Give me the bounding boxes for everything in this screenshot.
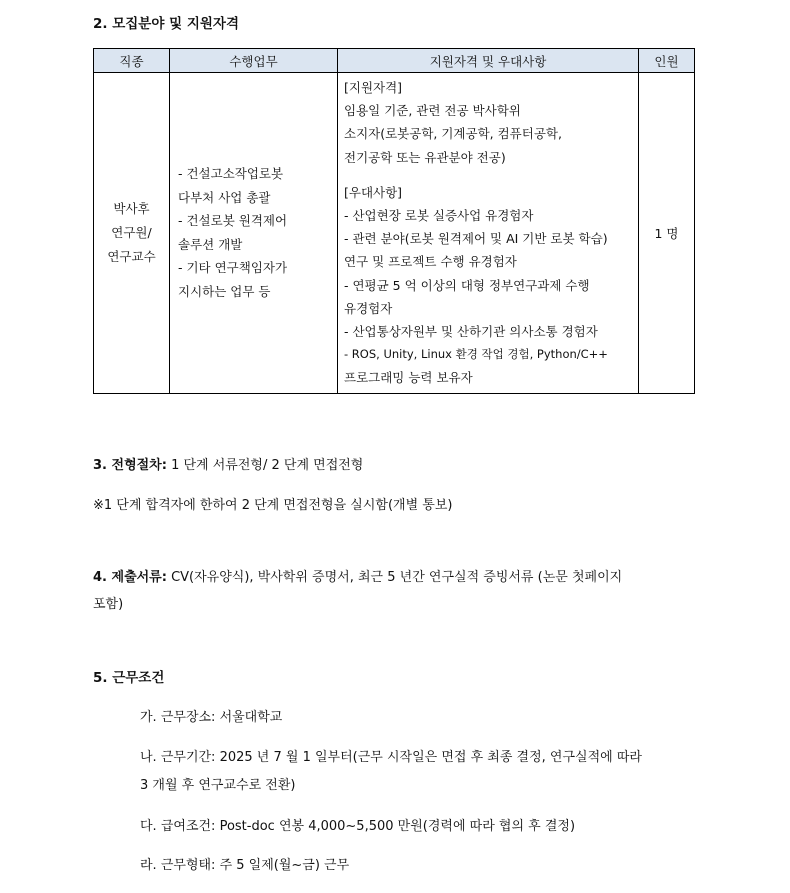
duty-line: 다부처 사업 총괄 bbox=[178, 189, 271, 205]
salary-conditions: 다. 급여조건: Post-doc 연봉 4,000~5,500 만원(경력에 따라 협의 후 결정) bbox=[140, 819, 576, 834]
preference-line: - 관련 분야(로봇 원격제어 및 AI 기반 로봇 학습) bbox=[344, 231, 608, 247]
work-location: 가. 근무장소: 서울대학교 bbox=[140, 710, 283, 725]
preference-line: - ROS, Unity, Linux 환경 작업 경험, Python/C++ bbox=[344, 347, 608, 362]
duty-line: - 건설로봇 원격제어 bbox=[178, 213, 288, 229]
preference-line: [우대사항] bbox=[344, 184, 403, 200]
preference-line: 연구 및 프로젝트 수행 유경험자 bbox=[344, 254, 517, 270]
duty-line: 지시하는 업무 등 bbox=[178, 283, 271, 299]
job-line: 연구원/ bbox=[111, 224, 152, 240]
work-period-cont: 3 개월 후 연구교수로 전환) bbox=[140, 778, 296, 793]
spacer bbox=[344, 169, 634, 181]
qualifications-cell bbox=[338, 73, 639, 394]
work-period: 나. 근무기간: 2025 년 7 월 1 일부터(근무 시작일은 면접 후 최종 결정, 연구실적에 따라 bbox=[140, 750, 642, 765]
section-4-line bbox=[93, 565, 622, 591]
duty-line: - 기타 연구책임자가 bbox=[178, 260, 288, 276]
preference-line: - 연평균 5 억 이상의 대형 정부연구과제 수행 bbox=[344, 277, 590, 293]
section-4-text-cont: 포함) bbox=[93, 597, 124, 612]
section-5-title: 5. 근무조건 bbox=[93, 670, 165, 686]
section-2-title: 2. 모집분야 및 지원자격 bbox=[93, 16, 239, 32]
preference-line: 프로그래밍 능력 보유자 bbox=[344, 370, 473, 386]
qualification-line: 소지자(로봇공학, 기계공학, 컴퓨터공학, bbox=[344, 126, 562, 142]
table-header-row bbox=[94, 49, 695, 73]
job-line: 박사후 bbox=[113, 200, 150, 216]
recruitment-table bbox=[93, 48, 695, 394]
qualification-line: 임용일 기준, 관련 전공 박사학위 bbox=[344, 103, 521, 119]
job-line: 연구교수 bbox=[107, 248, 156, 264]
section-3-note: ※1 단계 합격자에 한하여 2 단계 면접전형을 실시함(개별 통보) bbox=[93, 498, 453, 513]
job-cell bbox=[94, 73, 170, 394]
section-3-label: 3. 전형절차: bbox=[93, 458, 167, 473]
work-schedule: 라. 근무형태: 주 5 일제(월~금) 근무 bbox=[140, 858, 350, 873]
preference-line: - 산업현장 로봇 실증사업 유경험자 bbox=[344, 208, 534, 224]
section-4-text: CV(자유양식), 박사학위 증명서, 최근 5 년간 연구실적 증빙서류 (논문 첫페이지 bbox=[166, 570, 623, 585]
header-duties: 수행업무 bbox=[170, 49, 338, 73]
section-3-text: 1 단계 서류전형/ 2 단계 면접전형 bbox=[166, 458, 364, 473]
duty-line: - 건설고소작업로봇 bbox=[178, 166, 284, 182]
section-3-line bbox=[93, 453, 363, 479]
header-job: 직종 bbox=[94, 49, 170, 73]
table-row bbox=[94, 73, 695, 394]
header-count: 인원 bbox=[639, 49, 695, 73]
section-4-label: 4. 제출서류: bbox=[93, 570, 167, 585]
preference-line: - 산업통상자원부 및 산하기관 의사소통 경험자 bbox=[344, 324, 598, 340]
qualification-line: [지원자격] bbox=[344, 80, 403, 95]
count-cell: 1 명 bbox=[639, 73, 695, 394]
preference-line: 유경험자 bbox=[344, 300, 393, 316]
duties-cell bbox=[170, 73, 338, 394]
qualification-line: 전기공학 또는 유관분야 전공) bbox=[344, 149, 506, 165]
duty-line: 솔루션 개발 bbox=[178, 236, 243, 252]
header-qualifications: 지원자격 및 우대사항 bbox=[338, 49, 639, 73]
